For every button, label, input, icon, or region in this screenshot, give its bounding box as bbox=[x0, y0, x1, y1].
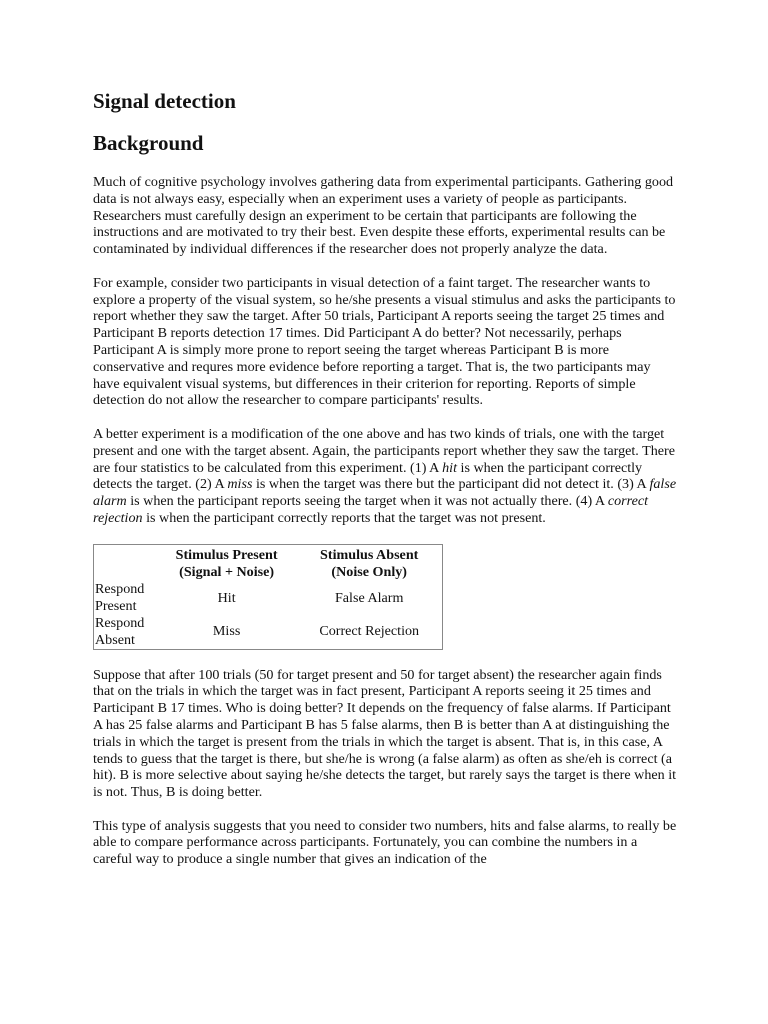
table-corner-cell bbox=[94, 544, 157, 581]
term-false-alarm: false alarm bbox=[93, 476, 677, 510]
row-header-line: Absent bbox=[95, 631, 135, 648]
cell-hit: Hit bbox=[217, 589, 236, 606]
row-header-line: Respond bbox=[95, 581, 145, 598]
column-header-line: (Noise Only) bbox=[331, 563, 407, 580]
section-heading-background: Background bbox=[93, 131, 204, 155]
row-header-line: Present bbox=[95, 598, 137, 615]
page-title: Signal detection bbox=[93, 89, 236, 113]
term-correct-rejection: correct rejection bbox=[93, 493, 649, 526]
column-header-line: Stimulus Absent bbox=[320, 546, 419, 563]
text-segment: A better experiment is a modification of the one above and has two kinds of trials, one with the target present and one with the target absent. Again, the participants report whether they saw the target. There are four statistics to be calculated from this experiment. (1) A bbox=[93, 425, 675, 476]
row-header-line: Respond bbox=[95, 614, 145, 631]
paragraph-intro: Much of cognitive psychology involves gathering data from experimental participants. Gathering good data is not always easy, especially when an experiment uses a variety of people as participants. Researchers must carefully design an experiment to be certain that participants are following the instructions and are motivated to try their best. Even despite these efforts, experimental results can be contaminated by individual differences if the researcher does not properly analyze the data. bbox=[93, 174, 674, 258]
term-miss: miss bbox=[227, 476, 253, 493]
table-row bbox=[94, 615, 443, 649]
column-header-line: Stimulus Present bbox=[175, 546, 278, 563]
term-hit: hit bbox=[442, 459, 457, 476]
column-header-stimulus-present bbox=[157, 544, 297, 581]
column-header-stimulus-absent bbox=[296, 544, 442, 581]
text-segment: is when the participant correctly detects the target. (2) A bbox=[93, 459, 643, 493]
cell-false-alarm: False Alarm bbox=[334, 589, 404, 606]
paragraph-hundred-trials: Suppose that after 100 trials (50 for target present and 50 for target absent) the researcher again finds that on the trials in which the target was in fact present, Participant A reports seeing it 25 times and Participant B 17 times. Who is doing better? It depends on the frequency of false alarms. If Participant A has 25 false alarms and Participant B has 5 false alarms, then B is better than A at distinguishing the trials in which the target is present from the trials in which the target is absent. That is, in this case, A tends to guess that the target is there, but she/he is wrong (a false alarm) as often as she/eh is correct (a hit). B is more selective about saying he/she detects the target, but rarely says the target is there when it is not. Thus, B is doing better. bbox=[93, 666, 677, 801]
paragraph-four-statistics bbox=[93, 426, 677, 527]
cell-miss: Miss bbox=[212, 623, 241, 640]
paragraph-example: For example, consider two participants in visual detection of a faint target. The researcher wants to explore a property of the visual system, so he/she presents a visual stimulus and asks the participants to report whether they saw the target. After 50 trials, Participant A reports seeing the target 25 times and Participant B reports detection 17 times. Did Participant A do better? Not necessarily, perhaps Participant A is simply more prone to report seeing the target whereas Participant B is more conservative and requres more evidence before reporting a target. That is, the two participants may have equivalent visual systems, but differences in their criterion for reporting. Reports of simple detection do not allow the researcher to compare participants' results. bbox=[93, 274, 676, 409]
table-header-row bbox=[94, 544, 443, 581]
text-segment: is when the participant reports seeing the target when it was not actually there. (4) A bbox=[126, 493, 608, 510]
row-header-respond-absent bbox=[94, 615, 157, 649]
text-segment: is when the target was there but the participant did not detect it. (3) A bbox=[252, 476, 650, 493]
table-row bbox=[94, 581, 443, 615]
cell-correct-rejection: Correct Rejection bbox=[319, 623, 420, 640]
row-header-respond-present bbox=[94, 581, 157, 615]
paragraph-analysis: This type of analysis suggests that you need to consider two numbers, hits and false alarms, to really be able to compare performance across participants. Fortunately, you can combine the numbers in a careful way to produce a single number that gives an indication of the bbox=[93, 817, 677, 868]
text-segment: is when the participant correctly reports that the target was not present. bbox=[142, 509, 546, 526]
column-header-line: (Signal + Noise) bbox=[179, 563, 275, 580]
document-page bbox=[93, 88, 677, 868]
signal-detection-table bbox=[93, 544, 443, 650]
